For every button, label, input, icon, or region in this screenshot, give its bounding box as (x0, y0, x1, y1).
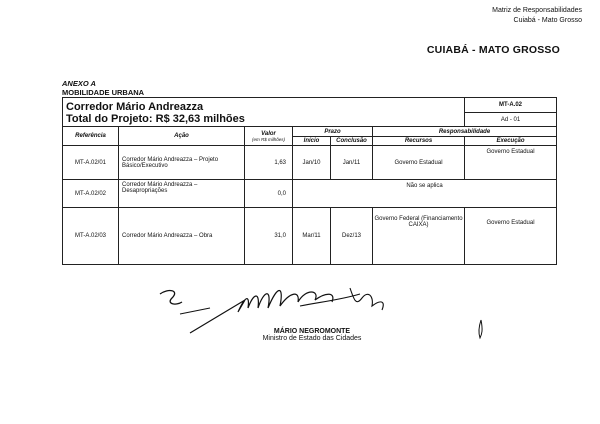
row-execution: Governo Estadual (465, 208, 557, 265)
project-name: Corredor Mário Andreazza (66, 100, 204, 113)
row-end: Dez/13 (331, 208, 373, 265)
project-total: Total do Projeto: R$ 32,63 milhões (66, 112, 245, 125)
col-value-unit: (em R$ milhões) (251, 136, 285, 142)
section-title: MOBILIDADE URBANA (62, 88, 145, 97)
col-reference: Referência (63, 127, 119, 146)
city-title: CUIABÁ - MATO GROSSO (426, 44, 560, 56)
col-resources: Recursos (373, 137, 465, 146)
project-title-row (63, 98, 557, 113)
row-start: Jan/10 (293, 146, 331, 180)
project-code: MT-A.02 (465, 98, 557, 113)
row-action: Corredor Mário Andreazza – Obra (119, 208, 245, 265)
header-row-1 (63, 127, 557, 137)
header-line-1: Matriz de Responsabilidades (492, 7, 582, 14)
row-ref: MT-A.02/03 (63, 208, 119, 265)
responsibility-table (62, 97, 557, 265)
row-ref: MT-A.02/02 (63, 180, 119, 208)
table-row (63, 146, 557, 180)
addendum: Ad - 01 (465, 113, 557, 127)
col-action: Ação (119, 127, 245, 146)
col-value-label: Valor (261, 130, 276, 137)
row-execution: Governo Estadual (465, 146, 557, 180)
project-total-cell (63, 113, 465, 127)
document-header (492, 6, 582, 26)
row-not-applicable: Não se aplica (293, 180, 557, 208)
row-resources: Governo Estadual (373, 146, 465, 180)
row-end: Jan/11 (331, 146, 373, 180)
row-value: 0,0 (245, 180, 293, 208)
col-deadline: Prazo (293, 127, 373, 137)
signatory-role: Ministro de Estado das Cidades (262, 335, 362, 342)
row-resources: Governo Federal (Financiamento CAIXA) (373, 208, 465, 265)
col-value (245, 127, 293, 146)
col-start: Início (293, 137, 331, 146)
header-line-2: Cuiabá - Mato Grosso (513, 17, 582, 24)
signatory-block (256, 328, 368, 342)
initials-mark (474, 318, 488, 342)
row-value: 31,0 (245, 208, 293, 265)
row-value: 1,63 (245, 146, 293, 180)
col-execution: Execução (465, 137, 557, 146)
row-action: Corredor Mário Andreazza – Desapropriações (119, 180, 245, 208)
col-responsibility: Responsabilidade (373, 127, 557, 137)
project-name-cell (63, 98, 465, 113)
table-row (63, 180, 557, 208)
row-ref: MT-A.02/01 (63, 146, 119, 180)
row-action: Corredor Mário Andreazza – Projeto Básico/Executivo (119, 146, 245, 180)
project-total-row (63, 113, 557, 127)
signatory-name: MÁRIO NEGROMONTE (273, 328, 351, 335)
col-end: Conclusão (331, 137, 373, 146)
row-start: Mar/11 (293, 208, 331, 265)
annex-label: ANEXO A (62, 79, 96, 88)
table-row (63, 208, 557, 265)
